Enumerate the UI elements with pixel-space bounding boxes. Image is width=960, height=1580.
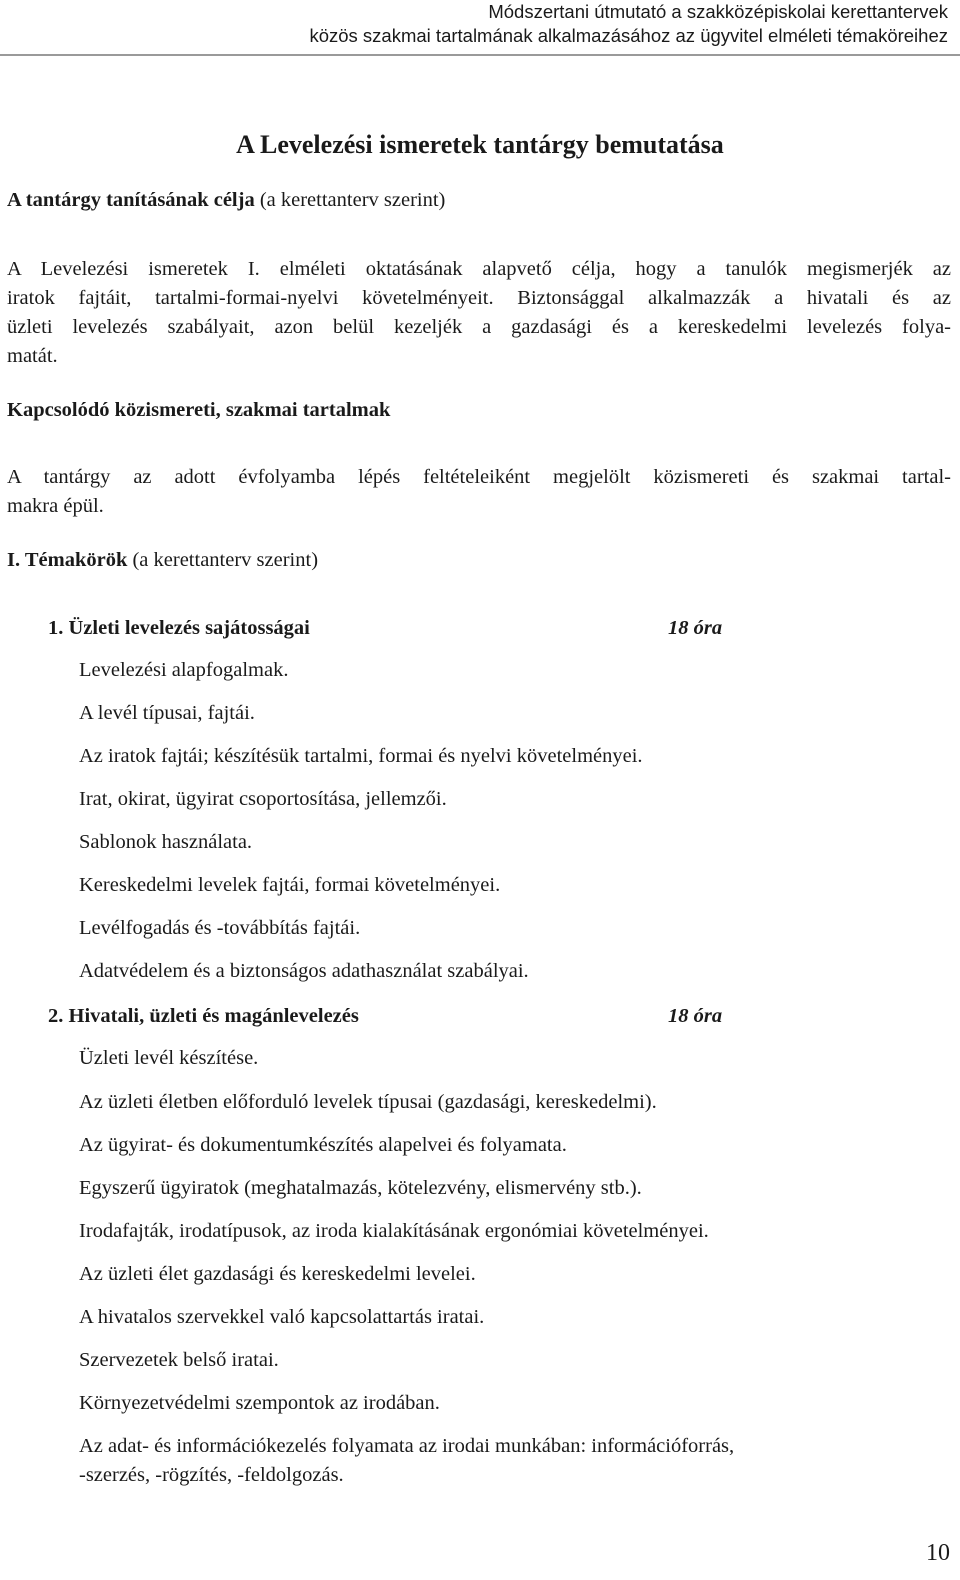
goal-line: iratok fajtáit, tartalmi-formai-nyelvi követelményeit. Biztonsággal alkalmazzák a hivatali és az [7, 287, 951, 309]
topic-hours: 18 óra [668, 1005, 723, 1027]
goal-line: üzleti levelezés szabályait, azon belül kezeljék a gazdasági és a kereskedelmi levelezés folya- [7, 316, 951, 338]
list-item: A hivatalos szervekkel való kapcsolattartás iratai. [79, 1306, 485, 1328]
list-item: Irodafajták, irodatípusok, az iroda kialakításának ergonómiai követelményei. [79, 1220, 709, 1242]
goal-heading [7, 185, 445, 215]
running-header-line-1: Módszertani útmutató a szakközépiskolai kerettantervek [488, 1, 948, 22]
topic-title-text: 1. Üzleti levelezés sajátosságai [48, 617, 310, 639]
related-line: A tantárgy az adott évfolyamba lépés feltételeiként megjelölt közismereti és szakmai tartal- [7, 466, 951, 488]
goal-paragraph [7, 255, 951, 371]
running-header-line-2: közös szakmai tartalmának alkalmazásához az ügyvitel elméleti témaköreihez [309, 25, 948, 46]
goal-line: A Levelezési ismeretek I. elméleti oktatásának alapvető célja, hogy a tanulók megismerjék az [7, 258, 951, 280]
topics-heading [7, 545, 318, 575]
list-item: Az üzleti élet gazdasági és kereskedelmi levelei. [79, 1263, 476, 1285]
topic-hours: 18 óra [668, 617, 723, 639]
related-paragraph [7, 463, 951, 521]
topics-heading-note: (a kerettanterv szerint) [132, 549, 319, 571]
list-item: Az iratok fajtái; készítésük tartalmi, formai és nyelvi követelményei. [79, 745, 643, 767]
list-item: Egyszerű ügyiratok (meghatalmazás, kötelezvény, elismervény stb.). [79, 1177, 642, 1199]
list-item: Irat, okirat, ügyirat csoportosítása, jellemzői. [79, 788, 447, 810]
list-item: Az üzleti életben előforduló levelek típusai (gazdasági, kereskedelmi). [79, 1091, 657, 1113]
goal-heading-note: (a kerettanterv szerint) [259, 189, 446, 211]
related-line: makra épül. [7, 495, 104, 517]
goal-line: matát. [7, 345, 58, 367]
topics-heading-text: I. Témakörök [7, 549, 128, 571]
list-item: Az ügyirat- és dokumentumkészítés alapelvei és folyamata. [79, 1134, 567, 1156]
list-item: Szervezetek belső iratai. [79, 1349, 279, 1371]
list-item: Sablonok használata. [79, 831, 253, 853]
header-divider [0, 54, 960, 56]
topic-title [48, 1001, 748, 1031]
goal-heading-text: A tantárgy tanításának célja [7, 189, 255, 211]
list-item: Adatvédelem és a biztonságos adathasználat szabályai. [79, 960, 529, 982]
running-header [8, 0, 948, 48]
topic-title-text: 2. Hivatali, üzleti és magánlevelezés [48, 1005, 359, 1027]
list-item: Üzleti levél készítése. [79, 1047, 259, 1069]
list-item: -szerzés, -rögzítés, -feldolgozás. [79, 1464, 344, 1486]
list-item: Az adat- és információkezelés folyamata az irodai munkában: információforrás, [79, 1435, 735, 1457]
list-item: Kereskedelmi levelek fajtái, formai követelményei. [79, 874, 501, 896]
list-item: Levelezési alapfogalmak. [79, 659, 289, 681]
list-item: A levél típusai, fajtái. [79, 702, 255, 724]
page-number: 10 [926, 1540, 950, 1566]
page-title: A Levelezési ismeretek tantárgy bemutatása [236, 130, 724, 159]
topic-title [48, 613, 748, 643]
related-heading [7, 395, 390, 425]
list-item: Környezetvédelmi szempontok az irodában. [79, 1392, 440, 1414]
list-item: Levélfogadás és -továbbítás fajtái. [79, 917, 361, 939]
related-heading-text: Kapcsolódó közismereti, szakmai tartalmak [7, 399, 391, 421]
